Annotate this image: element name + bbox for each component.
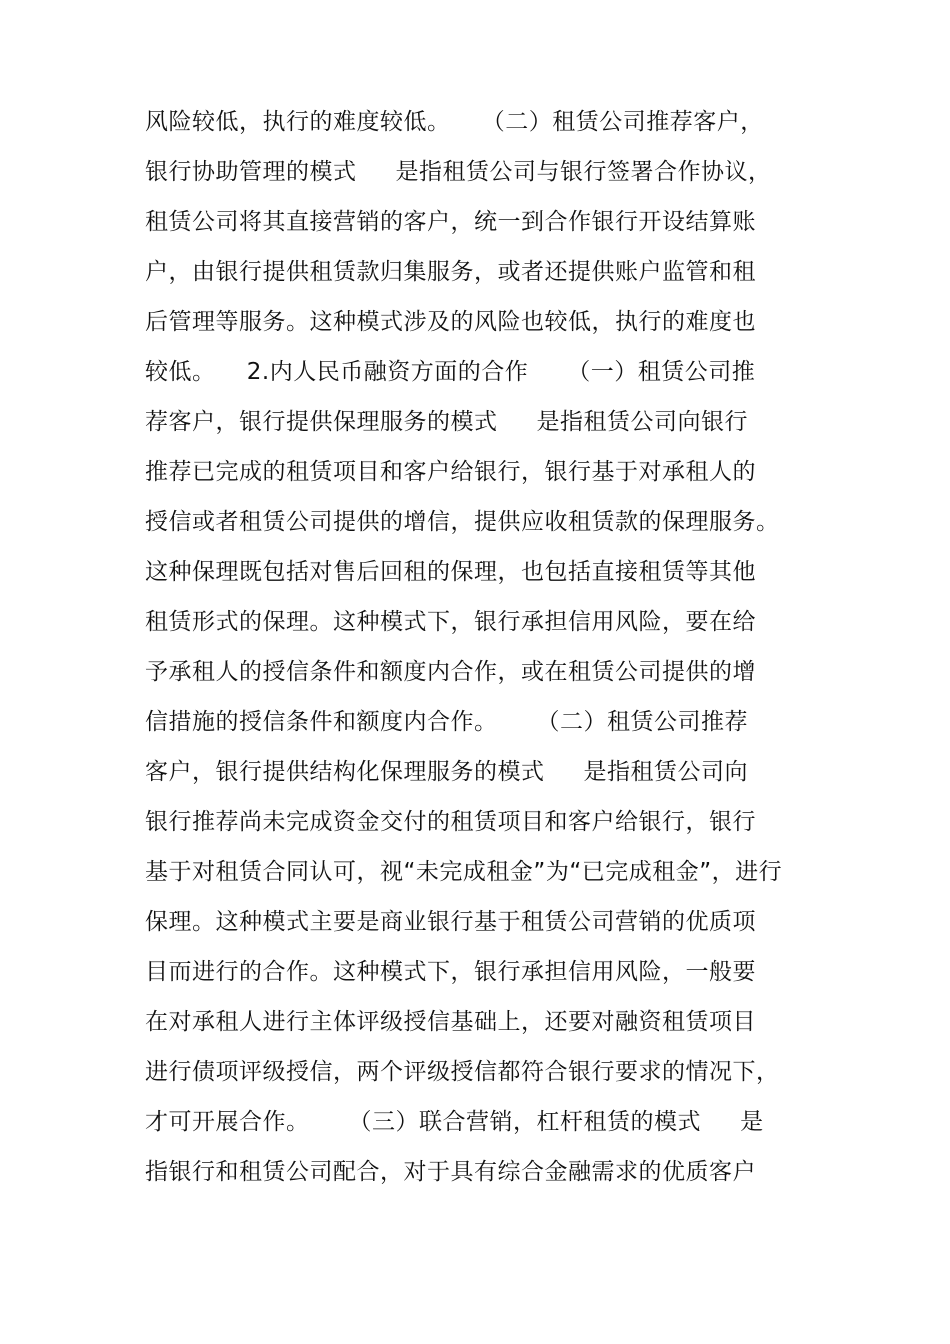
text-line: 荐客户，银行提供保理服务的模式 是指租赁公司向银行 xyxy=(145,409,749,435)
body-text xyxy=(145,97,845,1197)
text-line: 银行协助管理的模式 是指租赁公司与银行签署合作协议， xyxy=(145,159,772,185)
text-line: 信措施的授信条件和额度内合作。 （二）租赁公司推荐 xyxy=(145,709,749,735)
text-line: 客户，银行提供结构化保理服务的模式 是指租赁公司向 xyxy=(145,759,749,785)
text-line: 银行推荐尚未完成资金交付的租赁项目和客户给银行，银行 xyxy=(145,809,756,835)
text-line: 予承租人的授信条件和额度内合作，或在租赁公司提供的增 xyxy=(145,659,756,685)
text-line: 基于对租赁合同认可，视“未完成租金”为“已完成租金”，进行 xyxy=(145,859,783,885)
text-line: 才可开展合作。 （三）联合营销，杠杆租赁的模式 是 xyxy=(145,1109,764,1135)
text-line: 指银行和租赁公司配合，对于具有综合金融需求的优质客户 xyxy=(145,1159,756,1185)
text-line: 保理。这种模式主要是商业银行基于租赁公司营销的优质项 xyxy=(145,909,756,935)
text-line: 租赁公司将其直接营销的客户，统一到合作银行开设结算账 xyxy=(145,209,756,235)
text-line: 这种保理既包括对售后回租的保理，也包括直接租赁等其他 xyxy=(145,559,756,585)
text-line: 在对承租人进行主体评级授信基础上，还要对融资租赁项目 xyxy=(145,1009,756,1035)
text-line: 租赁形式的保理。这种模式下，银行承担信用风险，要在给 xyxy=(145,609,756,635)
text-line: 授信或者租赁公司提供的增信，提供应收租赁款的保理服务。 xyxy=(145,509,780,535)
text-line: 进行债项评级授信，两个评级授信都符合银行要求的情况下， xyxy=(145,1059,780,1085)
text-line: 户，由银行提供租赁款归集服务，或者还提供账户监管和租 xyxy=(145,259,756,285)
text-line: 较低。 2.内人民币融资方面的合作 （一）租赁公司推 xyxy=(145,359,756,385)
text-line: 风险较低，执行的难度较低。 （二）租赁公司推荐客户， xyxy=(145,109,764,135)
text-line: 推荐已完成的租赁项目和客户给银行，银行基于对承租人的 xyxy=(145,459,756,485)
text-line: 目而进行的合作。这种模式下，银行承担信用风险，一般要 xyxy=(145,959,756,985)
text-line: 后管理等服务。这种模式涉及的风险也较低，执行的难度也 xyxy=(145,309,756,335)
